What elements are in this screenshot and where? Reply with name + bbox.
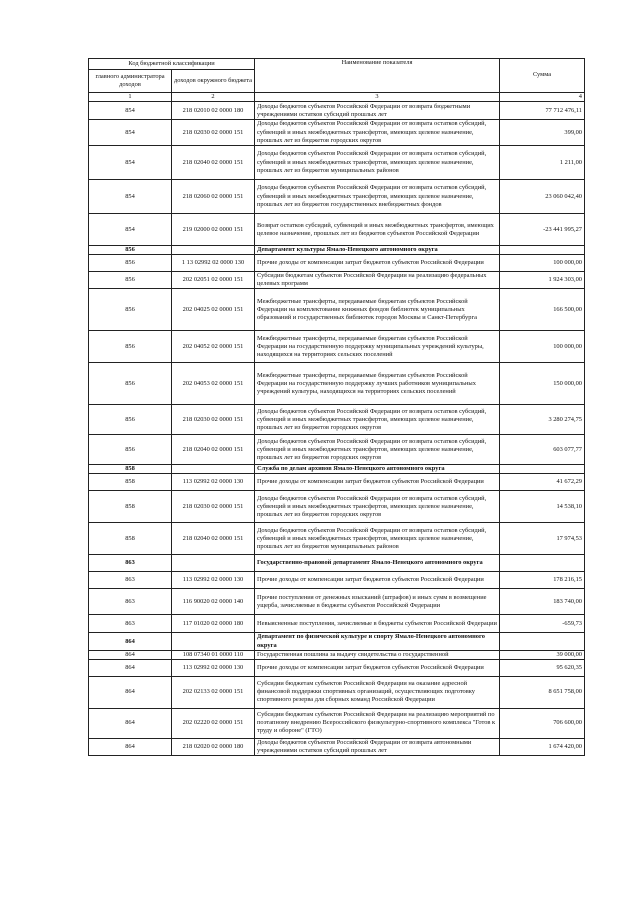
income-code-cell: 202 02051 02 0000 151 bbox=[172, 272, 255, 289]
indicator-name-cell: Прочие доходы от компенсации затрат бюджетов субъектов Российской Федерации bbox=[255, 572, 500, 589]
income-code-cell: 202 02220 02 0000 151 bbox=[172, 708, 255, 738]
indicator-header: Наименование показателя bbox=[255, 59, 500, 93]
income-code-cell: 202 02133 02 0000 151 bbox=[172, 676, 255, 708]
department-name-cell: Государственно-правовой департамент Ямало-Ненецкого автономного округа bbox=[255, 555, 500, 572]
sum-cell: 1 211,00 bbox=[500, 146, 585, 180]
admin-code-cell: 856 bbox=[89, 435, 172, 465]
indicator-name-cell: Доходы бюджетов субъектов Российской Федерации от возврата остатков субсидий, субвенций и иных межбюджетных трансфертов, имеющих целевое назначение, прошлых лет из бюджетов городских округов bbox=[255, 405, 500, 435]
sum-cell: 8 651 758,00 bbox=[500, 676, 585, 708]
table-row bbox=[89, 435, 585, 465]
sum-cell: 39 000,00 bbox=[500, 650, 585, 659]
income-code-cell: 113 02992 02 0000 130 bbox=[172, 474, 255, 491]
admin-code-cell: 863 bbox=[89, 572, 172, 589]
sum-cell: 150 000,00 bbox=[500, 363, 585, 405]
table-row bbox=[89, 615, 585, 633]
sum-cell: 95 620,35 bbox=[500, 659, 585, 676]
sum-cell: 17 974,53 bbox=[500, 523, 585, 555]
table-row bbox=[89, 180, 585, 214]
table-row bbox=[89, 659, 585, 676]
income-code-cell bbox=[172, 465, 255, 474]
column-number: 3 bbox=[255, 93, 500, 102]
indicator-name-cell: Доходы бюджетов субъектов Российской Федерации от возврата остатков субсидий, субвенций и иных межбюджетных трансфертов, имеющих целевое назначение, прошлых лет из бюджетов государственных внебюджетных фондов bbox=[255, 180, 500, 214]
sum-cell bbox=[500, 633, 585, 650]
indicator-name-cell: Доходы бюджетов субъектов Российской Федерации от возврата остатков субсидий, субвенций и иных межбюджетных трансфертов, имеющих целевое назначение, прошлых лет из бюджетов городских округов bbox=[255, 491, 500, 523]
sum-cell: 23 060 042,40 bbox=[500, 180, 585, 214]
admin-code-cell: 864 bbox=[89, 659, 172, 676]
admin-code-cell: 856 bbox=[89, 255, 172, 272]
income-code-cell: 218 02030 02 0000 151 bbox=[172, 405, 255, 435]
department-name-cell: Департамент по физической культуре и спорту Ямало-Ненецкого автономного округа bbox=[255, 633, 500, 650]
admin-code-cell: 854 bbox=[89, 120, 172, 146]
indicator-name-cell: Доходы бюджетов субъектов Российской Федерации от возврата автономными учреждениями остатков субсидий прошлых лет bbox=[255, 738, 500, 755]
sum-cell bbox=[500, 246, 585, 255]
table-row bbox=[89, 491, 585, 523]
indicator-name-cell: Государственная пошлина за выдачу свидетельства о государственной bbox=[255, 650, 500, 659]
indicator-name-cell: Прочие доходы от компенсации затрат бюджетов субъектов Российской Федерации bbox=[255, 659, 500, 676]
income-code-cell bbox=[172, 633, 255, 650]
table-row bbox=[89, 523, 585, 555]
table-row bbox=[89, 676, 585, 708]
indicator-name-cell: Межбюджетные трансферты, передаваемые бюджетам субъектов Российской Федерации на комплектование книжных фондов библиотек муниципальных образований и государственных библиотек городов Москвы и Санкт-Петербурга bbox=[255, 289, 500, 331]
sum-cell: 1 674 420,00 bbox=[500, 738, 585, 755]
table-row bbox=[89, 474, 585, 491]
indicator-name-cell: Доходы бюджетов субъектов Российской Федерации от возврата остатков субсидий, субвенций и иных межбюджетных трансфертов, имеющих целевое назначение, прошлых лет из бюджетов городских округов bbox=[255, 120, 500, 146]
sum-cell: 77 712 476,11 bbox=[500, 102, 585, 120]
admin-code-cell: 864 bbox=[89, 708, 172, 738]
department-row bbox=[89, 633, 585, 650]
income-code-cell: 108 07340 01 0000 110 bbox=[172, 650, 255, 659]
sum-header: Сумма bbox=[500, 59, 585, 93]
table-row bbox=[89, 331, 585, 363]
indicator-name-cell: Прочие доходы от компенсации затрат бюджетов субъектов Российской Федерации bbox=[255, 255, 500, 272]
indicator-name-cell: Доходы бюджетов субъектов Российской Федерации от возврата остатков субсидий, субвенций и иных межбюджетных трансфертов, имеющих целевое назначение, прошлых лет из бюджетов муниципальных районов bbox=[255, 146, 500, 180]
admin-code-cell: 864 bbox=[89, 676, 172, 708]
table-row bbox=[89, 255, 585, 272]
income-code-cell: 116 90020 02 0000 140 bbox=[172, 589, 255, 615]
sum-cell: 178 216,15 bbox=[500, 572, 585, 589]
table-row bbox=[89, 102, 585, 120]
sum-cell: 100 000,00 bbox=[500, 255, 585, 272]
income-code-cell: 218 02010 02 0000 180 bbox=[172, 102, 255, 120]
income-code-cell: 113 02992 02 0000 130 bbox=[172, 659, 255, 676]
indicator-name-cell: Прочие поступления от денежных взысканий (штрафов) и иных сумм в возмещение ущерба, зачисляемые в бюджеты субъектов Российской Федерации bbox=[255, 589, 500, 615]
sum-cell bbox=[500, 465, 585, 474]
income-code-cell: 218 02020 02 0000 180 bbox=[172, 738, 255, 755]
sum-cell: 41 672,29 bbox=[500, 474, 585, 491]
income-code-cell: 218 02030 02 0000 151 bbox=[172, 120, 255, 146]
sum-cell: 183 740,00 bbox=[500, 589, 585, 615]
admin-code-cell: 856 bbox=[89, 289, 172, 331]
sum-cell: 166 500,00 bbox=[500, 289, 585, 331]
income-code-cell: 1 13 02992 02 0000 130 bbox=[172, 255, 255, 272]
income-code-cell: 202 04053 02 0000 151 bbox=[172, 363, 255, 405]
sum-cell: 706 600,00 bbox=[500, 708, 585, 738]
sum-cell: -23 441 995,27 bbox=[500, 214, 585, 246]
income-code-header: доходов окружного бюджета bbox=[172, 70, 255, 93]
income-code-cell: 218 02040 02 0000 151 bbox=[172, 146, 255, 180]
department-name-cell: Служба по делам архивов Ямало-Ненецкого автономного округа bbox=[255, 465, 500, 474]
admin-code-cell: 854 bbox=[89, 146, 172, 180]
admin-code-cell: 858 bbox=[89, 491, 172, 523]
admin-code-cell: 863 bbox=[89, 555, 172, 572]
income-code-cell: 218 02040 02 0000 151 bbox=[172, 523, 255, 555]
income-code-cell: 218 02030 02 0000 151 bbox=[172, 491, 255, 523]
indicator-name-cell: Доходы бюджетов субъектов Российской Федерации от возврата остатков субсидий, субвенций и иных межбюджетных трансфертов, имеющих целевое назначение, прошлых лет из бюджетов муниципальных районов bbox=[255, 523, 500, 555]
indicator-name-cell: Прочие доходы от компенсации затрат бюджетов субъектов Российской Федерации bbox=[255, 474, 500, 491]
table-row bbox=[89, 272, 585, 289]
department-row bbox=[89, 465, 585, 474]
table-row bbox=[89, 708, 585, 738]
sum-cell bbox=[500, 555, 585, 572]
admin-code-cell: 854 bbox=[89, 214, 172, 246]
income-code-cell: 218 02060 02 0000 151 bbox=[172, 180, 255, 214]
column-number: 1 bbox=[89, 93, 172, 102]
sum-cell: 3 280 274,75 bbox=[500, 405, 585, 435]
sum-cell: 399,00 bbox=[500, 120, 585, 146]
indicator-name-cell: Доходы бюджетов субъектов Российской Федерации от возврата остатков субсидий, субвенций и иных межбюджетных трансфертов, имеющих целевое назначение, прошлых лет из бюджетов городских округов bbox=[255, 435, 500, 465]
admin-code-cell: 856 bbox=[89, 272, 172, 289]
income-code-cell: 117 01020 02 0000 180 bbox=[172, 615, 255, 633]
table-row bbox=[89, 650, 585, 659]
table-row bbox=[89, 214, 585, 246]
department-name-cell: Департамент культуры Ямало-Ненецкого автономного округа bbox=[255, 246, 500, 255]
income-code-cell: 113 02992 02 0000 130 bbox=[172, 572, 255, 589]
table-row bbox=[89, 738, 585, 755]
income-code-cell bbox=[172, 246, 255, 255]
admin-code-cell: 864 bbox=[89, 633, 172, 650]
indicator-name-cell: Доходы бюджетов субъектов Российской Федерации от возврата бюджетными учреждениями остатков субсидий прошлых лет bbox=[255, 102, 500, 120]
table-row bbox=[89, 589, 585, 615]
admin-code-cell: 854 bbox=[89, 180, 172, 214]
sum-cell: -659,73 bbox=[500, 615, 585, 633]
income-code-cell: 219 02000 02 0000 151 bbox=[172, 214, 255, 246]
admin-code-cell: 858 bbox=[89, 465, 172, 474]
classification-header: Код бюджетной классификации bbox=[89, 59, 255, 70]
income-code-cell bbox=[172, 555, 255, 572]
indicator-name-cell: Межбюджетные трансферты, передаваемые бюджетам субъектов Российской Федерации на государственную поддержку муниципальных учреждений культуры, находящихся на территориях сельских поселений bbox=[255, 331, 500, 363]
table-row bbox=[89, 405, 585, 435]
income-code-cell: 202 04025 02 0000 151 bbox=[172, 289, 255, 331]
indicator-name-cell: Субсидии бюджетам субъектов Российской Федерации на оказание адресной финансовой поддержки спортивных организаций, осуществляющих подготовку спортивного резерва для сборных команд Российской Федерации bbox=[255, 676, 500, 708]
table-row bbox=[89, 120, 585, 146]
admin-code-cell: 864 bbox=[89, 650, 172, 659]
department-row bbox=[89, 246, 585, 255]
indicator-name-cell: Межбюджетные трансферты, передаваемые бюджетам субъектов Российской Федерации на государственную поддержку лучших работников муниципальных учреждений культуры, находящихся на территориях сельских поселений bbox=[255, 363, 500, 405]
admin-code-cell: 858 bbox=[89, 474, 172, 491]
table-row bbox=[89, 146, 585, 180]
admin-code-cell: 856 bbox=[89, 246, 172, 255]
income-code-cell: 218 02040 02 0000 151 bbox=[172, 435, 255, 465]
indicator-name-cell: Субсидии бюджетам субъектов Российской Федерации на реализацию мероприятий по поэтапному внедрению Всероссийского физкультурно-спортивного комплекса "Готов к труду и обороне" (ГТО) bbox=[255, 708, 500, 738]
admin-code-cell: 856 bbox=[89, 331, 172, 363]
admin-code-cell: 856 bbox=[89, 363, 172, 405]
column-number: 4 bbox=[500, 93, 585, 102]
admin-code-cell: 863 bbox=[89, 589, 172, 615]
table-row bbox=[89, 572, 585, 589]
sum-cell: 1 924 303,00 bbox=[500, 272, 585, 289]
income-code-cell: 202 04052 02 0000 151 bbox=[172, 331, 255, 363]
sum-cell: 100 000,00 bbox=[500, 331, 585, 363]
admin-code-cell: 864 bbox=[89, 738, 172, 755]
admin-code-cell: 856 bbox=[89, 405, 172, 435]
indicator-name-cell: Невыясненные поступления, зачисляемые в бюджеты субъектов Российской Федерации bbox=[255, 615, 500, 633]
budget-income-table bbox=[88, 58, 585, 756]
table-row bbox=[89, 289, 585, 331]
admin-code-header: главного администратора доходов bbox=[89, 70, 172, 93]
table-row bbox=[89, 363, 585, 405]
sum-cell: 603 077,77 bbox=[500, 435, 585, 465]
sum-cell: 14 538,10 bbox=[500, 491, 585, 523]
admin-code-cell: 863 bbox=[89, 615, 172, 633]
admin-code-cell: 854 bbox=[89, 102, 172, 120]
column-number: 2 bbox=[172, 93, 255, 102]
admin-code-cell: 858 bbox=[89, 523, 172, 555]
department-row bbox=[89, 555, 585, 572]
indicator-name-cell: Возврат остатков субсидий, субвенций и иных межбюджетных трансфертов, имеющих целевое назначение, прошлых лет из бюджетов субъектов Российской Федерации bbox=[255, 214, 500, 246]
indicator-name-cell: Субсидии бюджетам субъектов Российской Федерации на реализацию федеральных целевых программ bbox=[255, 272, 500, 289]
